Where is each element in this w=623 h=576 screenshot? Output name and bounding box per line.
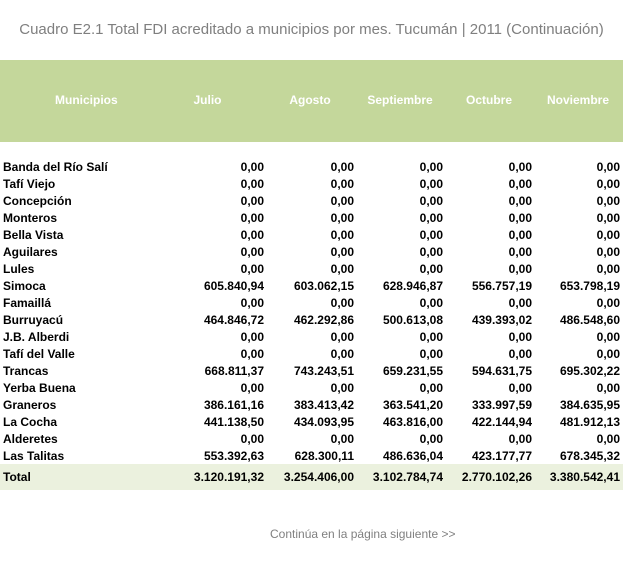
- table-header: [0, 60, 623, 142]
- cell-julio: 668.811,37: [204, 364, 264, 378]
- cell-noviembre: 0,00: [596, 330, 620, 344]
- cell-octubre: 0,00: [508, 194, 532, 208]
- cell-octubre: 0,00: [508, 228, 532, 242]
- cell-municipio: Tafí Viejo: [3, 177, 56, 191]
- cell-agosto: 628.300,11: [294, 449, 354, 463]
- total-septiembre: 3.102.784,74: [372, 470, 443, 484]
- cell-municipio: J.B. Alberdi: [3, 330, 70, 344]
- cell-noviembre: 0,00: [596, 296, 620, 310]
- cell-julio: 0,00: [240, 160, 264, 174]
- cell-municipio: Tafí del Valle: [3, 347, 75, 361]
- cell-octubre: 0,00: [508, 211, 532, 225]
- cell-octubre: 556.757,19: [471, 279, 532, 293]
- table-row: [0, 397, 623, 414]
- cell-agosto: 743.243,51: [293, 364, 354, 378]
- table-row: [0, 329, 623, 346]
- total-label: Total: [3, 470, 31, 484]
- table-body: [0, 159, 623, 465]
- cell-municipio: La Cocha: [3, 415, 58, 429]
- cell-julio: 0,00: [240, 347, 264, 361]
- header-municipios: Municipios: [55, 93, 118, 107]
- cell-municipio: Graneros: [3, 398, 57, 412]
- cell-septiembre: 0,00: [419, 347, 443, 361]
- cell-septiembre: 0,00: [419, 330, 443, 344]
- total-noviembre: 3.380.542,41: [549, 470, 620, 484]
- cell-octubre: 0,00: [508, 245, 532, 259]
- cell-noviembre: 481.912,13: [559, 415, 620, 429]
- cell-municipio: Burruyacú: [3, 313, 64, 327]
- cell-julio: 0,00: [240, 211, 264, 225]
- cell-noviembre: 0,00: [596, 160, 620, 174]
- cell-julio: 0,00: [240, 228, 264, 242]
- cell-octubre: 0,00: [508, 177, 532, 191]
- cell-agosto: 0,00: [330, 381, 354, 395]
- cell-noviembre: 0,00: [596, 177, 620, 191]
- table-row: [0, 380, 623, 397]
- cell-agosto: 603.062,15: [293, 279, 354, 293]
- cell-noviembre: 0,00: [596, 245, 620, 259]
- cell-municipio: Aguilares: [3, 245, 58, 259]
- cell-octubre: 423.177,77: [471, 449, 532, 463]
- header-septiembre: Septiembre: [367, 93, 433, 107]
- header-noviembre: Noviembre: [546, 93, 610, 107]
- cell-agosto: 0,00: [330, 296, 354, 310]
- cell-agosto: 0,00: [330, 347, 354, 361]
- cell-municipio: Yerba Buena: [3, 381, 76, 395]
- cell-agosto: 383.413,42: [293, 398, 354, 412]
- table-row: [0, 346, 623, 363]
- cell-agosto: 0,00: [330, 160, 354, 174]
- cell-octubre: 0,00: [508, 296, 532, 310]
- cell-noviembre: 695.302,22: [559, 364, 620, 378]
- cell-julio: 553.392,63: [203, 449, 264, 463]
- total-octubre: 2.770.102,26: [461, 470, 532, 484]
- cell-municipio: Simoca: [3, 279, 46, 293]
- cell-julio: 0,00: [240, 177, 264, 191]
- cell-septiembre: 500.613,08: [382, 313, 443, 327]
- table-row: [0, 295, 623, 312]
- total-agosto: 3.254.406,00: [283, 470, 354, 484]
- cell-septiembre: 0,00: [419, 160, 443, 174]
- cell-municipio: Banda del Río Salí: [3, 160, 108, 174]
- cell-septiembre: 0,00: [419, 381, 443, 395]
- cell-municipio: Las Talitas: [3, 449, 65, 463]
- cell-julio: 0,00: [240, 432, 264, 446]
- cell-municipio: Trancas: [3, 364, 49, 378]
- cell-agosto: 0,00: [330, 432, 354, 446]
- cell-municipio: Concepción: [3, 194, 72, 208]
- cell-octubre: 0,00: [508, 381, 532, 395]
- cell-municipio: Famaillá: [3, 296, 52, 310]
- cell-septiembre: 363.541,20: [382, 398, 443, 412]
- table-row: [0, 193, 623, 210]
- cell-octubre: 0,00: [508, 262, 532, 276]
- cell-septiembre: 0,00: [419, 177, 443, 191]
- header-octubre: Octubre: [465, 93, 512, 107]
- table-title: Cuadro E2.1 Total FDI acreditado a municipios por mes. Tucumán | 2011 (Continuación): [19, 21, 604, 38]
- cell-agosto: 0,00: [330, 245, 354, 259]
- cell-agosto: 0,00: [330, 228, 354, 242]
- cell-agosto: 0,00: [330, 262, 354, 276]
- cell-septiembre: 0,00: [419, 211, 443, 225]
- cell-octubre: 0,00: [508, 160, 532, 174]
- cell-noviembre: 486.548,60: [559, 313, 620, 327]
- header-julio: Julio: [193, 93, 222, 107]
- cell-septiembre: 463.816,00: [382, 415, 443, 429]
- cell-agosto: 0,00: [330, 211, 354, 225]
- table-row: [0, 261, 623, 278]
- cell-agosto: 434.093,95: [293, 415, 354, 429]
- cell-septiembre: 0,00: [419, 194, 443, 208]
- cell-noviembre: 384.635,95: [559, 398, 620, 412]
- cell-agosto: 0,00: [330, 177, 354, 191]
- cell-septiembre: 0,00: [419, 262, 443, 276]
- cell-municipio: Bella Vista: [3, 228, 64, 242]
- cell-noviembre: 0,00: [596, 381, 620, 395]
- cell-agosto: 0,00: [330, 194, 354, 208]
- table-row: [0, 448, 623, 465]
- cell-julio: 441.138,50: [203, 415, 264, 429]
- cell-noviembre: 0,00: [596, 228, 620, 242]
- cell-octubre: 0,00: [508, 432, 532, 446]
- table-row: [0, 210, 623, 227]
- cell-municipio: Lules: [3, 262, 35, 276]
- header-agosto: Agosto: [289, 93, 331, 107]
- table-row: [0, 227, 623, 244]
- cell-julio: 605.840,94: [203, 279, 264, 293]
- table-row: [0, 159, 623, 176]
- cell-municipio: Monteros: [3, 211, 57, 225]
- cell-julio: 0,00: [240, 296, 264, 310]
- cell-julio: 464.846,72: [203, 313, 264, 327]
- cell-agosto: 462.292,86: [293, 313, 354, 327]
- continue-note: Continúa en la página siguiente >>: [270, 527, 456, 541]
- cell-octubre: 594.631,75: [471, 364, 532, 378]
- table-row: [0, 244, 623, 261]
- table-row: [0, 312, 623, 329]
- cell-noviembre: 0,00: [596, 194, 620, 208]
- cell-septiembre: 0,00: [419, 296, 443, 310]
- cell-noviembre: 0,00: [596, 262, 620, 276]
- cell-noviembre: 0,00: [596, 347, 620, 361]
- cell-septiembre: 486.636,04: [382, 449, 443, 463]
- cell-noviembre: 678.345,32: [559, 449, 620, 463]
- cell-septiembre: 0,00: [419, 228, 443, 242]
- table-row: [0, 363, 623, 380]
- cell-octubre: 439.393,02: [471, 313, 532, 327]
- cell-noviembre: 653.798,19: [559, 279, 620, 293]
- cell-octubre: 0,00: [508, 347, 532, 361]
- cell-octubre: 422.144,94: [471, 415, 532, 429]
- table-row: [0, 278, 623, 295]
- cell-julio: 0,00: [240, 194, 264, 208]
- cell-julio: 0,00: [240, 330, 264, 344]
- cell-julio: 386.161,16: [203, 398, 264, 412]
- total-row: [0, 464, 623, 490]
- cell-septiembre: 0,00: [419, 432, 443, 446]
- table-row: [0, 176, 623, 193]
- cell-noviembre: 0,00: [596, 432, 620, 446]
- cell-julio: 0,00: [240, 381, 264, 395]
- cell-municipio: Alderetes: [3, 432, 58, 446]
- cell-agosto: 0,00: [330, 330, 354, 344]
- cell-noviembre: 0,00: [596, 211, 620, 225]
- cell-julio: 0,00: [240, 262, 264, 276]
- cell-octubre: 0,00: [508, 330, 532, 344]
- cell-octubre: 333.997,59: [471, 398, 532, 412]
- table-row: [0, 414, 623, 431]
- cell-septiembre: 659.231,55: [382, 364, 443, 378]
- cell-septiembre: 628.946,87: [382, 279, 443, 293]
- cell-julio: 0,00: [240, 245, 264, 259]
- total-julio: 3.120.191,32: [193, 470, 264, 484]
- table-row: [0, 431, 623, 448]
- cell-septiembre: 0,00: [419, 245, 443, 259]
